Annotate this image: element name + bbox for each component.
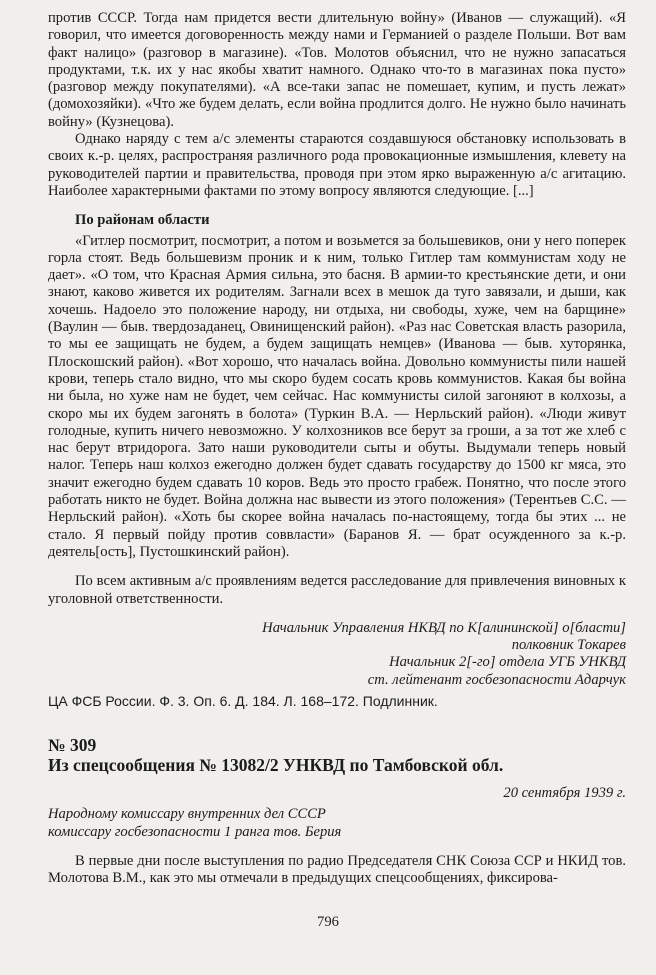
addressee-line: комиссару госбезопасности 1 ранга тов. Берия [48, 823, 342, 840]
archive-reference: ЦА ФСБ России. Ф. 3. Оп. 6. Д. 184. Л. 168–172. Подлинник. [48, 692, 438, 709]
signature-line: Начальник Управления НКВД по К[алининской] о[бласти] [262, 619, 626, 636]
agitation-paragraph: Однако наряду с тем а/с элементы стараются создавшуюся обстановку использовать в своих к.-р. целях, распространяя различного рода провокационные измышления, клевету на руководителей партии и правительства, проводя при этом ярко выраженную а/с агитацию. Наиболее характерными фактами по этому вопросу являются следующие. [...] [48, 131, 626, 199]
signature-line: Начальник 2[-го] отдела УГБ УНКВД [389, 654, 626, 671]
addressee-block [48, 806, 626, 841]
signature-block [48, 620, 626, 689]
document-title: Из спецсообщения № 13082/2 УНКВД по Тамбовской обл. [48, 754, 504, 775]
districts-paragraph: «Гитлер посмотрит, посмотрит, а потом и возьмется за большевиков, они у него поперек горла стоят. Ведь большевизм проник и к ним, только Гитлер там коммунистам ходу не дает». «О том, что Красная Армия сильна, это басня. В армии-то крестьянские дети, и они знают, каково живется их родителям. Загнали всех в мешок да туго завязали, и дыши, как хочешь. Надоело это положение народу, ни отдыха, ни свободы, хуже, чем на барщине» (Ваулин — быв. твердозаданец, Овинищенский район). «Раз нас Советская власть разорила, то мы ее защищать не будем, а будем защищать немцев» (Иванова — быв. хуторянка, Плоскошский район). «Вот хорошо, что началась война. Довольно коммунисты пили нашей крови, теперь стало видно, что мы скоро будем сосать кровь коммунистов. Какая бы война ни была, но хуже нам не будет, чем сейчас. Нас коммунисты силой загоняют в колхозы, а скоро мы их будем загонять в болота» (Туркин В.А. — Нерльский район). «Люди живут голодные, купить ничего невозможно. У колхозников все берут за гроши, а за тот же хлеб с нас берут втридорога. Зато наши руководители сыты и обуты. Выдумали теперь новый налог. Теперь наш колхоз ежегодно должен будет сдавать государству до 1500 кг мяса, это значит ежегодно будем сдавать 10 коров. Ведь это просто грабеж. Понятно, что после этого работать никто не будет. Война должна нас вывести из этого положения» (Терентьев С.С. — Нерльский район). «Хоть бы скорее война началась по-настоящему, тогда бы этих ... не стало. Я первый пойду против соввласти» (Баранов Я. — брат осужденного за к.-р. деятель[ость], Пустошкинский район). [48, 232, 626, 560]
signature-line: полковник Токарев [511, 637, 626, 654]
final-paragraph: В первые дни после выступления по радио Председателя СНК Союза ССР и НКИД тов. Молотова В.М., как это мы отмечали в предыдущих спецсообщениях, фиксирова- [48, 852, 626, 887]
investigation-paragraph: По всем активным а/с проявлениям ведется расследование для привлечения виновных к уголовной ответственности. [48, 573, 626, 607]
document-number: № 309 [48, 734, 97, 755]
page-number: 796 [317, 914, 339, 930]
document-date: 20 сентября 1939 г. [503, 784, 626, 801]
addressee-line: Народному комиссару внутренних дел СССР [48, 806, 326, 823]
section-heading: По районам области [75, 212, 210, 229]
intro-paragraph: против СССР. Тогда нам придется вести длительную войну» (Иванов — служащий). «Я говорил, что имеется договоренность между нами и Германией о разделе Польши. Вот вам факт налицо» (разговор в магазине). «Тов. Молотов объяснил, что не нужно запасаться продуктами, т.к. их у нас якобы хватит намного. Однако что-то в магазинах пока пусто» (разговор между покупателями). «А все-таки запас не помешает, купим, и пусть лежат» (домохозяйки). «Что же будем делать, если война продлится долго. Не нужно было начинать войну» (Кузнецова). [48, 10, 626, 130]
signature-line: ст. лейтенант госбезопасности Адарчук [367, 671, 626, 688]
